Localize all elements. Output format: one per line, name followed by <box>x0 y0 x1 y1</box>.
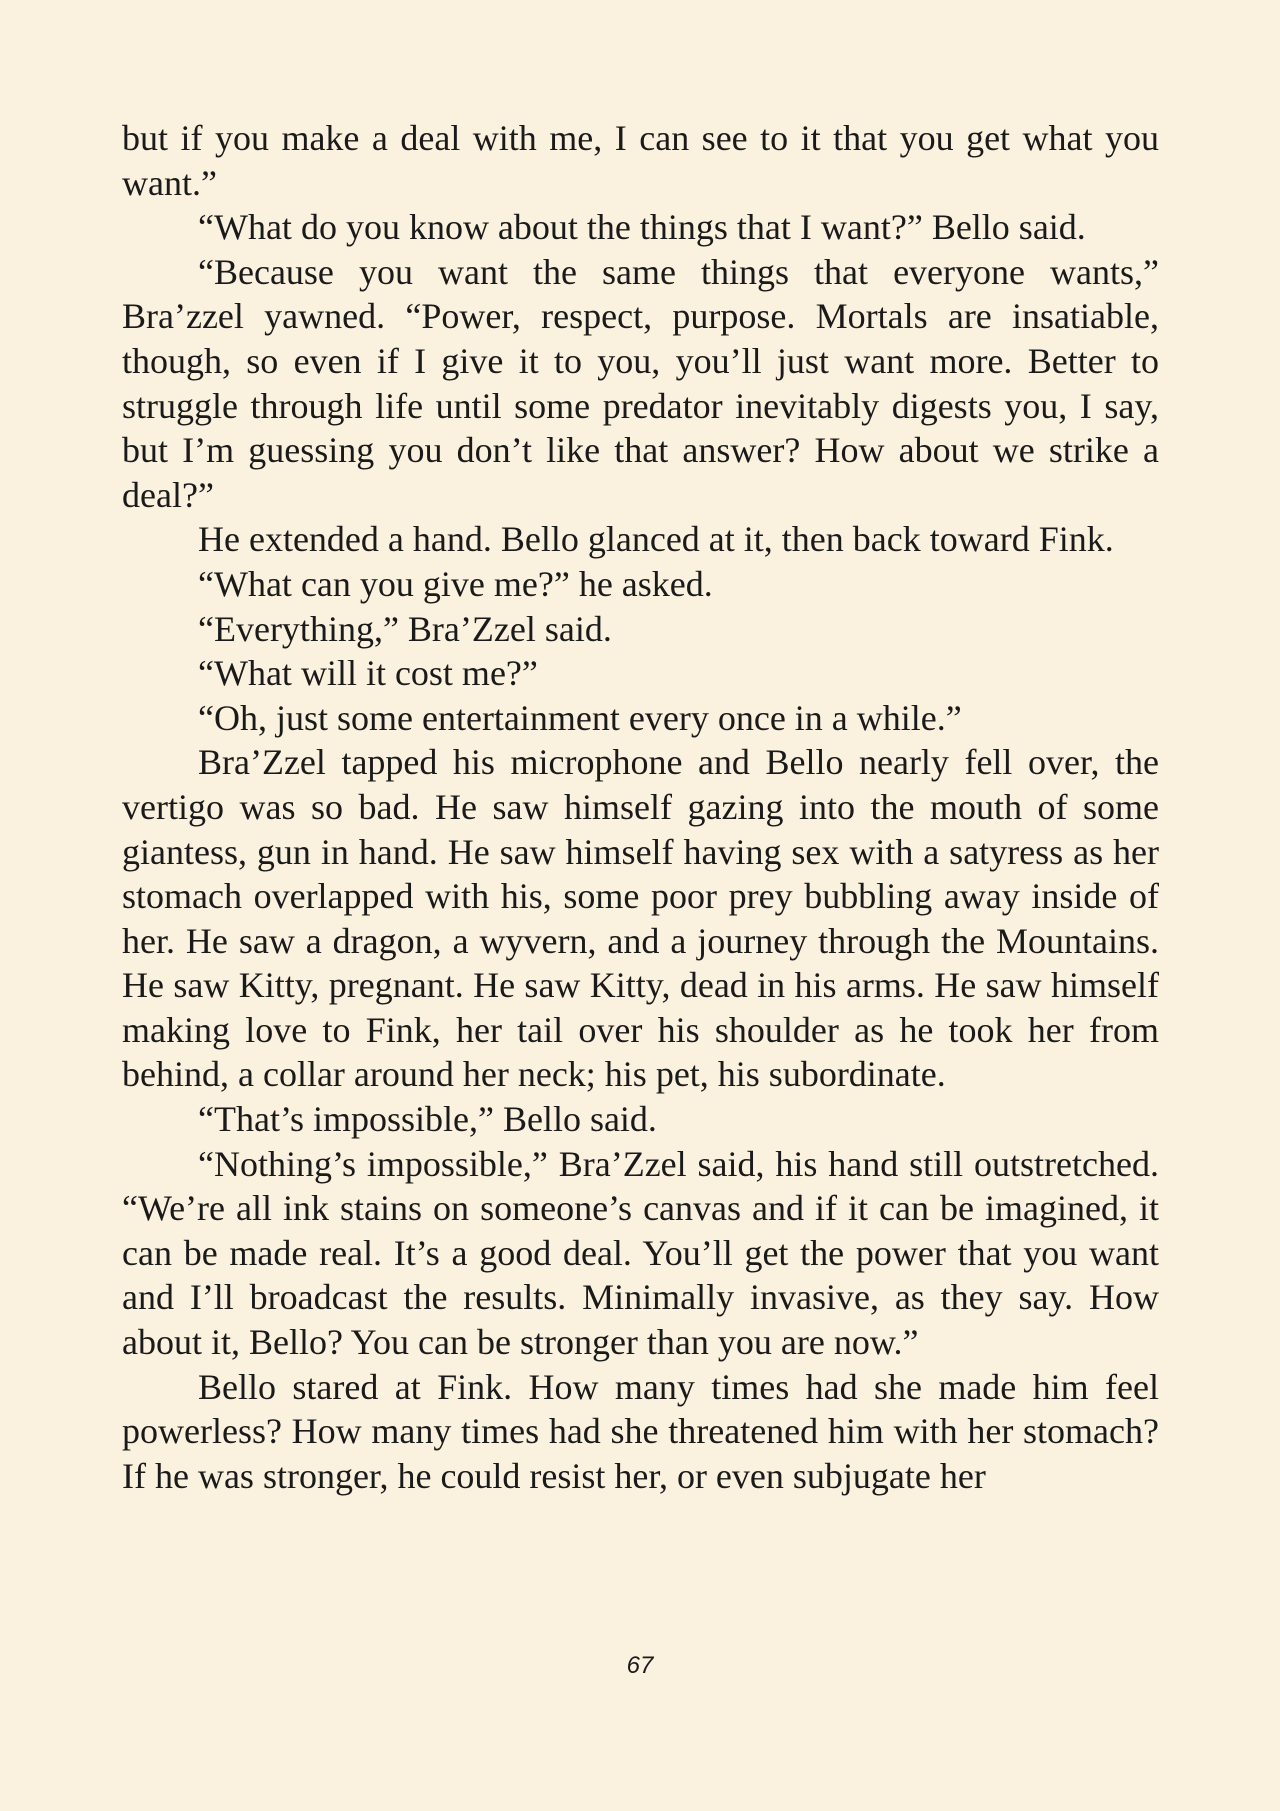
paragraph-6: “Everything,” Bra’Zzel said. <box>198 608 612 649</box>
paragraph-8: “Oh, just some entertainment every once in a while.” <box>198 697 962 738</box>
body-text <box>122 116 1159 1498</box>
paragraph-10: “That’s impossible,” Bello said. <box>198 1099 657 1140</box>
paragraph-2: “What do you know about the things that I want?” Bello said. <box>198 207 1086 248</box>
paragraph-11: “Nothing’s impossible,” Bra’Zzel said, his hand still outstretched. “We’re all ink stains on someone’s canvas and if it can be imagined, it can be made real. It’s a good deal. You’ll get the power that you want and I’ll broadcast the results. Minimally invasive, as they say. How about it, Bello? You can be stronger than you are now.” <box>122 1143 1159 1363</box>
paragraph-12: Bello stared at Fink. How many times had she made him feel powerless? How many times had she threatened him with her stomach? If he was stronger, he could resist her, or even subjugate her <box>122 1366 1159 1496</box>
paragraph-7: “What will it cost me?” <box>198 653 538 694</box>
paragraph-9: Bra’Zzel tapped his microphone and Bello nearly fell over, the vertigo was so bad. He saw himself gazing into the mouth of some giantess, gun in hand. He saw himself having sex with a satyress as her stomach overlapped with his, some poor prey bubbling away inside of her. He saw a dragon, a wyvern, and a journey through the Mountains. He saw Kitty, pregnant. He saw Kitty, dead in his arms. He saw himself making love to Fink, her tail over his shoulder as he took her from behind, a collar around her neck; his pet, his subordinate. <box>122 742 1159 1095</box>
paragraph-3: “Because you want the same things that everyone wants,” Bra’zzel yawned. “Power, respect, purpose. Mortals are insatiable, though, so even if I give it to you, you’ll just want more. Better to struggle through life until some predator inevitably digests you, I say, but I’m guessing you don’t like that answer? How about we strike a deal?” <box>122 251 1159 515</box>
paragraph-4: He extended a hand. Bello glanced at it, then back toward Fink. <box>198 519 1114 560</box>
paragraph-1: but if you make a deal with me, I can see to it that you get what you want.” <box>122 118 1159 203</box>
page-number: 67 <box>626 1652 654 1679</box>
paragraph-5: “What can you give me?” he asked. <box>198 563 713 604</box>
